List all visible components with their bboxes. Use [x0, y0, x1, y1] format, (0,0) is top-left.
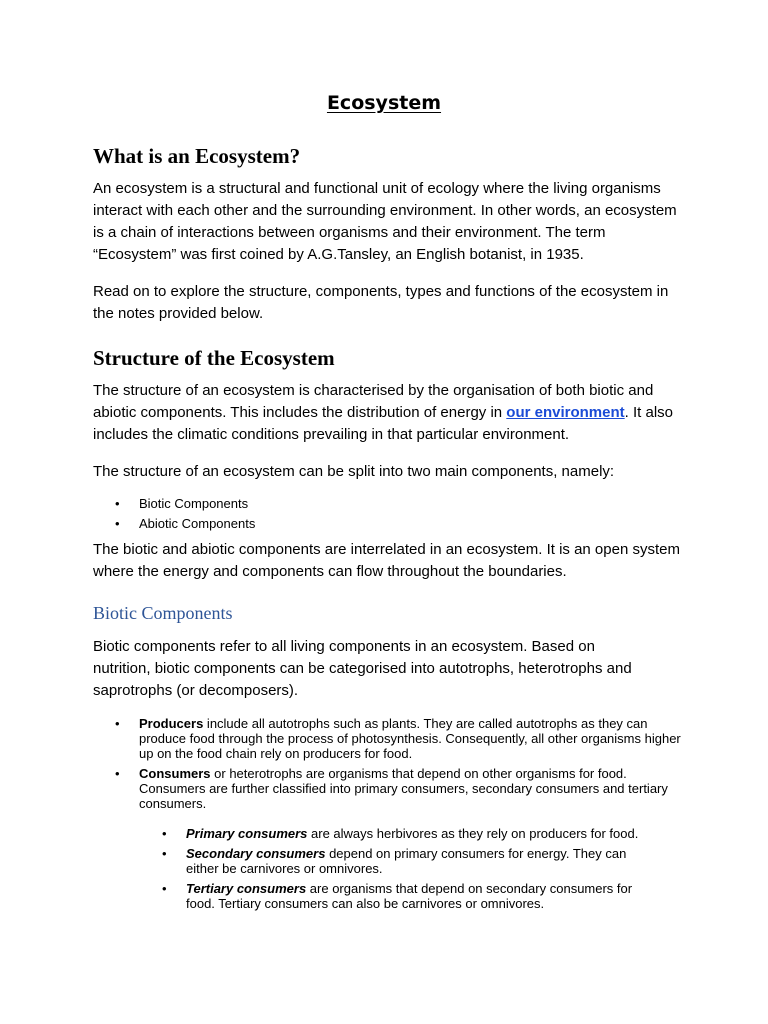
producers-description: include all autotrophs such as plants. They are called autotrophs as they can produce food through the process of photosynthesis. Consequently, all other organisms higher up on the food chain rely on producers for food.	[139, 716, 681, 761]
bullet-icon: •	[115, 516, 120, 531]
paragraph-ecosystem-definition: An ecosystem is a structural and functional unit of ecology where the living organisms interact with each other and the surrounding environment. In other words, an ecosystem is a chain of interactions between organisms and their environment. The term “Ecosystem” was first coined by A.G.Tansley, an English botanist, in 1935.	[93, 180, 677, 263]
term-primary-consumers: Primary consumers	[186, 826, 308, 841]
list-item-abiotic	[93, 514, 255, 534]
list-item-label: Biotic Components	[139, 496, 249, 511]
list-item-biotic	[93, 494, 255, 514]
list-item-tertiary-consumers	[140, 881, 660, 911]
consumer-types-list	[140, 826, 660, 916]
list-item-producers	[93, 716, 683, 761]
heading-what-is-ecosystem: What is an Ecosystem?	[93, 144, 301, 168]
bullet-icon: •	[115, 496, 120, 511]
list-item-primary-consumers	[140, 826, 660, 841]
term-secondary-consumers: Secondary consumers	[186, 846, 326, 861]
components-list	[93, 494, 255, 534]
paragraph-interrelated: The biotic and abiotic components are interrelated in an ecosystem. It is an open system where the energy and components can flow throughout the boundaries.	[93, 541, 680, 580]
document-title: Ecosystem	[326, 92, 442, 114]
list-item-secondary-consumers	[140, 846, 660, 876]
term-tertiary-consumers: Tertiary consumers	[186, 881, 307, 896]
secondary-consumers-description: depend on primary consumers for energy. They can either be carnivores or omnivores.	[186, 846, 627, 876]
tertiary-consumers-description: are organisms that depend on secondary consumers for food. Tertiary consumers can also be carnivores or omnivores.	[186, 881, 633, 911]
biotic-types-list	[93, 716, 683, 816]
primary-consumers-description: are always herbivores as they rely on producers for food.	[307, 826, 639, 841]
heading-structure: Structure of the Ecosystem	[93, 346, 335, 370]
consumers-description: or heterotrophs are organisms that depend on other organisms for food. Consumers are further classified into primary consumers, secondary consumers and tertiary consumers.	[139, 766, 668, 811]
list-item-label: Abiotic Components	[139, 516, 256, 531]
structure-text-after: . It also includes the climatic conditions prevailing in that particular environment.	[93, 404, 674, 443]
paragraph-read-on: Read on to explore the structure, components, types and functions of the ecosystem in the notes provided below.	[93, 283, 669, 322]
bullet-icon: •	[115, 766, 120, 781]
our-environment-link[interactable]: our environment	[506, 404, 625, 421]
term-consumers: Consumers	[139, 766, 211, 781]
term-producers: Producers	[139, 716, 204, 731]
structure-text-before: The structure of an ecosystem is characterised by the organisation of both biotic and abiotic components. This includes the distribution of energy in	[93, 382, 654, 421]
list-item-consumers	[93, 766, 683, 811]
bullet-icon: •	[162, 826, 167, 841]
paragraph-biotic-description: Biotic components refer to all living components in an ecosystem. Based on nutrition, biotic components can be categorised into autotrophs, heterotrophs and saprotrophs (or decomposers).	[93, 638, 632, 699]
bullet-icon: •	[115, 716, 120, 731]
bullet-icon: •	[162, 881, 167, 896]
paragraph-structure-description	[93, 380, 683, 446]
paragraph-two-components: The structure of an ecosystem can be split into two main components, namely:	[93, 463, 615, 480]
bullet-icon: •	[162, 846, 167, 861]
heading-biotic-components: Biotic Components	[93, 603, 233, 623]
